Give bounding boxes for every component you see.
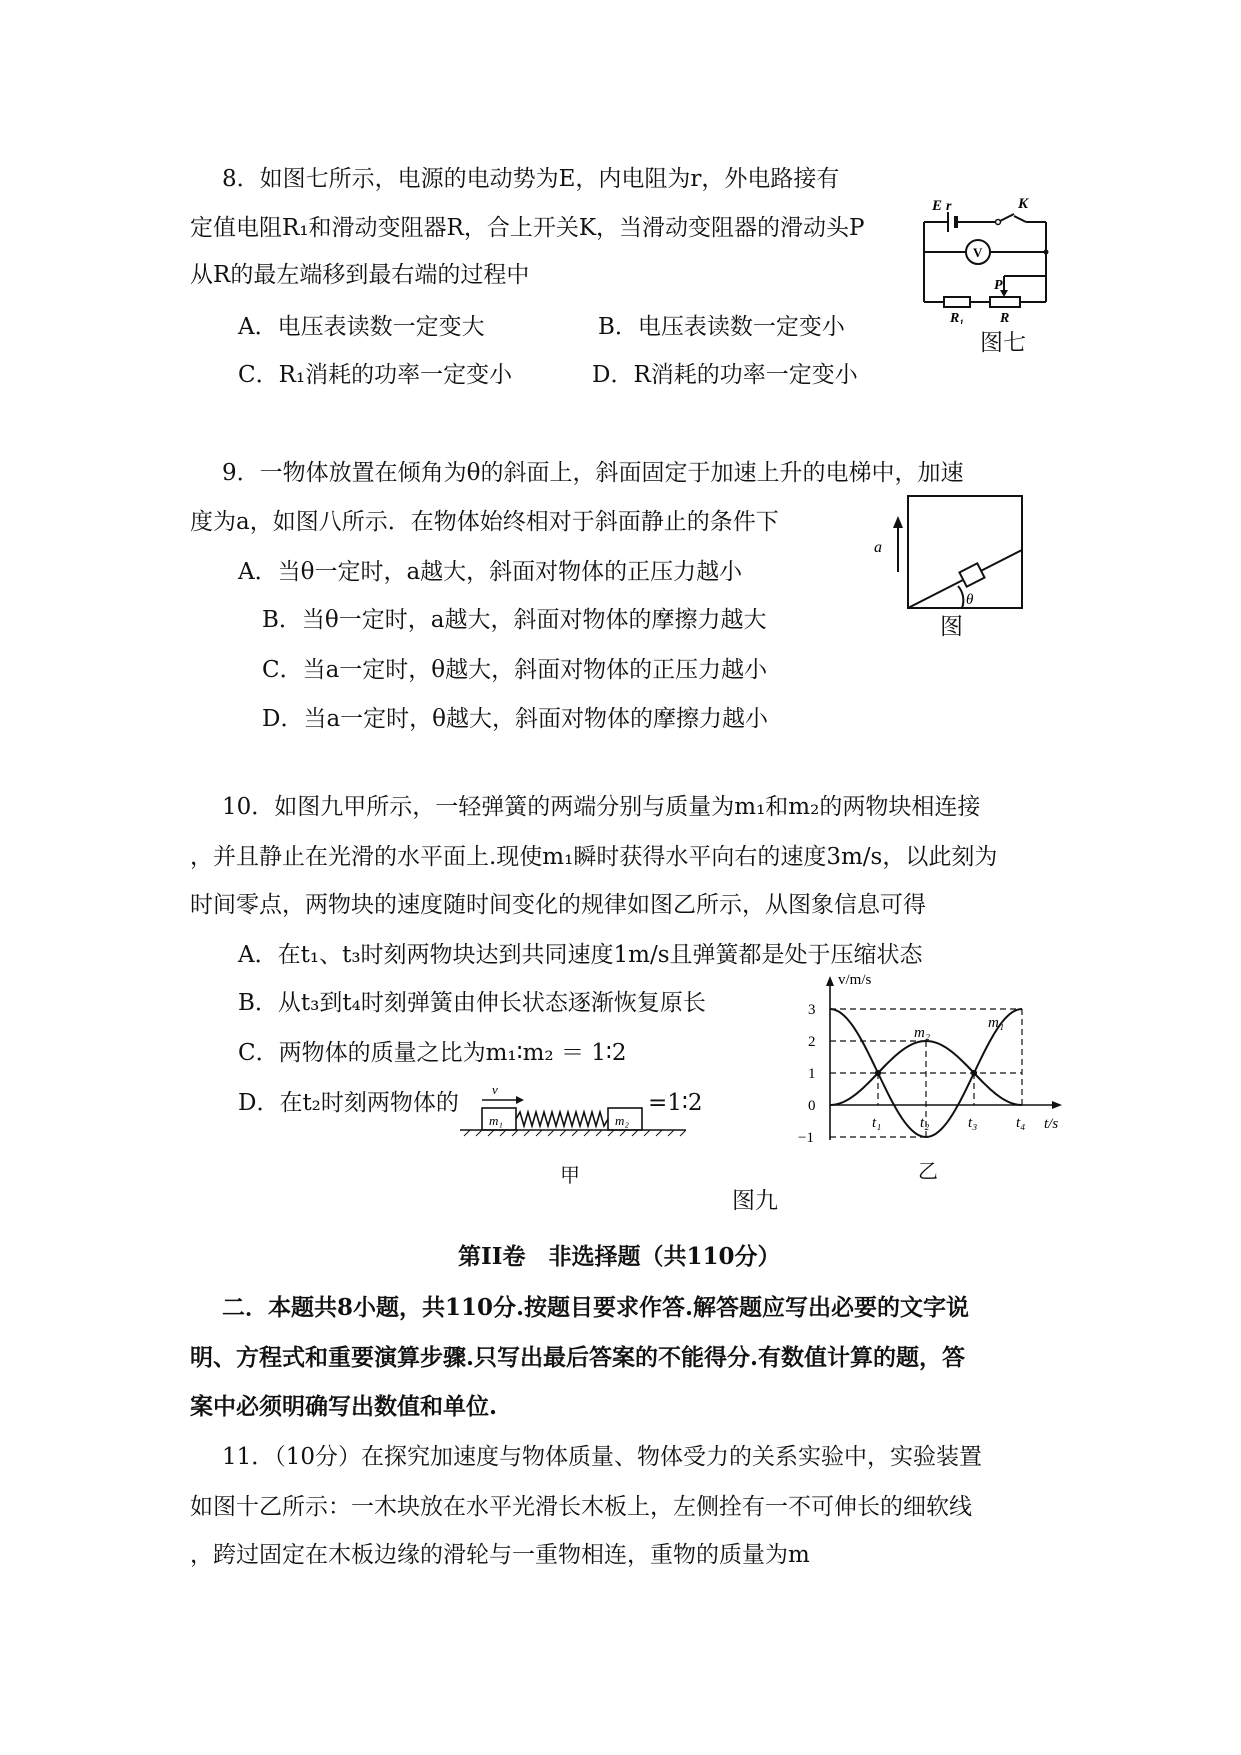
q10-option-d-start: D．在t₂时刻两物体的 <box>238 1090 459 1116</box>
q10-option-d-end: =1∶2 <box>648 1090 703 1116</box>
data-point-2-3 <box>971 1070 977 1076</box>
q10-option-a: A．在t₁、t₃时刻两物块达到共同速度1m/s且弹簧都是处于压缩状态 <box>238 942 923 968</box>
circuit-figure <box>918 194 1058 324</box>
y-tick-label: 0 <box>808 1098 816 1114</box>
figure-9-caption: 图九 <box>732 1188 778 1214</box>
y-tick-label: −1 <box>798 1130 814 1146</box>
q10-option-c: C．两物体的质量之比为m₁∶m₂ ＝ 1∶2 <box>238 1040 627 1066</box>
q9-option-b: B．当θ一定时，a越大，斜面对物体的摩擦力越大 <box>262 607 767 633</box>
series-label-m2: m₂ <box>914 1025 931 1041</box>
q11-line-1: 11．（10分）在探究加速度与物体质量、物体受力的关系实验中，实验装置 <box>222 1444 983 1470</box>
section-2-intro-2: 明、方程式和重要演算步骤.只写出最后答案的不能得分.有数值计算的题，答 <box>190 1344 966 1371</box>
incline-figure <box>870 488 1030 613</box>
section-2-intro-1: 二．本题共8小题，共110分.按题目要求作答.解答题应写出必要的文字说 <box>222 1294 970 1321</box>
q8-line-1: 8．如图七所示，电源的电动势为E，内电阻为r，外电路接有 <box>222 166 840 192</box>
data-point-2-1 <box>875 1070 881 1076</box>
q8-line-2: 定值电阻R₁和滑动变阻器R，合上开关K，当滑动变阻器的滑动头P <box>190 215 865 241</box>
block-m2-label: m₂ <box>615 1113 629 1128</box>
x-tick-label: t₃ <box>968 1115 978 1131</box>
q11-line-3: ，跨过固定在木板边缘的滑轮与一重物相连，重物的质量为m <box>190 1542 810 1568</box>
q10-option-b: B．从t₃到t₄时刻弹簧由伸长状态逐渐恢复原长 <box>238 990 706 1016</box>
spring-block-figure <box>460 1070 686 1150</box>
q10-line-2: ，并且静止在光滑的水平面上.现使m₁瞬时获得水平向右的速度3m/s，以此刻为 <box>190 844 998 870</box>
rheostat-label: R <box>1000 311 1010 324</box>
q9-option-d: D．当a一定时，θ越大，斜面对物体的摩擦力越小 <box>262 706 768 732</box>
velocity-time-chart <box>790 970 1070 1170</box>
figure-9-yi-caption: 乙 <box>918 1159 938 1183</box>
q8-option-b: B．电压表读数一定变小 <box>598 314 845 340</box>
section-2-intro-3: 案中必须明确写出数值和单位. <box>190 1393 498 1420</box>
q8-option-c: C．R₁消耗的功率一定变小 <box>238 362 513 388</box>
q9-option-c: C．当a一定时，θ越大，斜面对物体的正压力越小 <box>262 657 768 683</box>
y-tick-label: 2 <box>808 1034 816 1050</box>
internal-resistance-label: r <box>946 199 952 214</box>
emf-label: E <box>932 198 943 214</box>
y-tick-label: 3 <box>808 1002 816 1018</box>
q9-line-2: 度为a，如图八所示．在物体始终相对于斜面静止的条件下 <box>190 509 779 535</box>
voltmeter-label: V <box>973 245 983 260</box>
figure-9-jia-caption: 甲 <box>560 1163 580 1187</box>
acceleration-label: a <box>874 539 882 556</box>
x-axis-label: t/s <box>1044 1116 1059 1132</box>
q10-line-3: 时间零点，两物块的速度随时间变化的规律如图乙所示，从图象信息可得 <box>190 892 926 918</box>
resistor-r1-label: R₁ <box>950 311 965 324</box>
figure-7-caption: 图七 <box>980 330 1026 356</box>
q8-line-3: 从R的最左端移到最右端的过程中 <box>190 262 530 288</box>
y-tick-label: 1 <box>808 1066 816 1082</box>
section-2-title: 第II卷 非选择题（共110分） <box>458 1243 781 1270</box>
figure-8-caption: 图 <box>940 614 963 640</box>
q9-line-1: 9．一物体放置在倾角为θ的斜面上，斜面固定于加速上升的电梯中，加速 <box>222 460 964 486</box>
angle-theta-label: θ <box>966 592 974 608</box>
x-tick-label: t₂ <box>920 1115 930 1131</box>
q11-line-2: 如图十乙所示：一木块放在水平光滑长木板上，左侧拴有一不可伸长的细软线 <box>190 1494 972 1520</box>
slider-label: P <box>994 278 1003 293</box>
q9-option-a: A．当θ一定时，a越大，斜面对物体的正压力越小 <box>238 559 743 585</box>
q8-option-d: D．R消耗的功率一定变小 <box>592 362 858 388</box>
velocity-arrow-label: v <box>492 1082 498 1097</box>
q8-option-a: A．电压表读数一定变大 <box>238 314 485 340</box>
x-tick-label: t₁ <box>872 1115 882 1131</box>
x-tick-label: t₄ <box>1016 1115 1026 1131</box>
series-label-m1: m₁ <box>988 1015 1005 1031</box>
switch-label: K <box>1018 196 1029 212</box>
q10-line-1: 10．如图九甲所示，一轻弹簧的两端分别与质量为m₁和m₂的两物块相连接 <box>222 794 981 820</box>
block-m1-label: m₁ <box>489 1113 503 1128</box>
y-axis-label: v/m/s <box>838 972 872 988</box>
